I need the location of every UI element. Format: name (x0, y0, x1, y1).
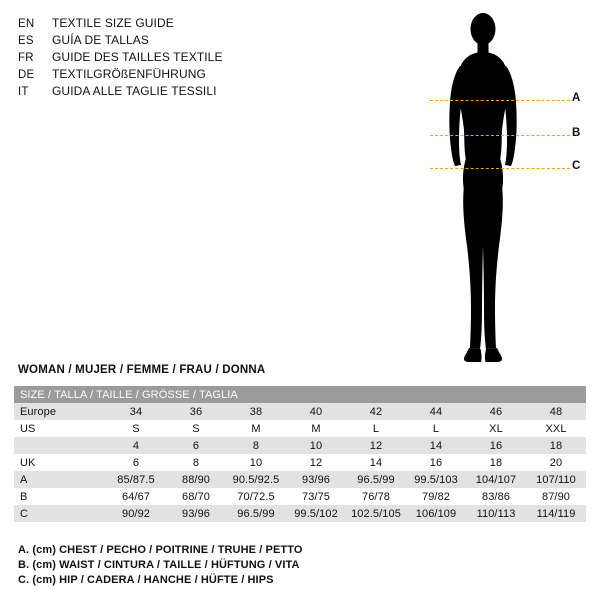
table-header-label: SIZE / TALLA / TAILLE / GRÖSSE / TAGLIA (14, 386, 586, 403)
measure-label-c: C (572, 160, 581, 172)
language-code-es: ES (18, 35, 34, 47)
cell: 102.5/105 (346, 505, 406, 522)
language-row-es (18, 33, 318, 50)
cell: 85/87.5 (106, 471, 166, 488)
language-text-de: TEXTILGRÖßENFÜHRUNG (52, 67, 206, 81)
cell: 44 (406, 403, 466, 420)
legend-row-b: B. (cm) WAIST / CINTURA / TAILLE / HÜFTUNG / VITA (18, 559, 300, 571)
language-header-block (18, 16, 318, 101)
cell: 10 (286, 437, 346, 454)
cell: 34 (106, 403, 166, 420)
cell: 93/96 (286, 471, 346, 488)
cell: 107/110 (526, 471, 586, 488)
cell: 96.5/99 (226, 505, 286, 522)
cell: 6 (166, 437, 226, 454)
cell: 93/96 (166, 505, 226, 522)
cell: 114/119 (526, 505, 586, 522)
language-text-fr: GUIDE DES TAILLES TEXTILE (52, 50, 223, 64)
measurement-legend (18, 543, 303, 588)
cell: 110/113 (466, 505, 526, 522)
table-row (14, 505, 586, 522)
measure-line-a (430, 100, 570, 101)
cell: 87/90 (526, 488, 586, 505)
cell: 99.5/102 (286, 505, 346, 522)
measure-line-c (430, 168, 570, 169)
language-row-fr (18, 50, 318, 67)
cell: 96.5/99 (346, 471, 406, 488)
cell: 18 (526, 437, 586, 454)
size-table (14, 386, 586, 522)
body-figure (430, 8, 590, 368)
table-row (14, 420, 586, 437)
table-row (14, 471, 586, 488)
row-label: Europe (14, 403, 106, 420)
cell: 90.5/92.5 (226, 471, 286, 488)
cell: XXL (526, 420, 586, 437)
language-code-de: DE (18, 69, 35, 81)
cell: 12 (346, 437, 406, 454)
language-text-en: TEXTILE SIZE GUIDE (52, 16, 174, 30)
cell: 76/78 (346, 488, 406, 505)
row-label: UK (14, 454, 106, 471)
cell: 8 (166, 454, 226, 471)
cell: 88/90 (166, 471, 226, 488)
cell: M (226, 420, 286, 437)
section-title: WOMAN / MUJER / FEMME / FRAU / DONNA (18, 364, 266, 376)
cell: 8 (226, 437, 286, 454)
measure-line-b (430, 135, 570, 136)
table-row (14, 454, 586, 471)
cell: 48 (526, 403, 586, 420)
measure-label-a: A (572, 92, 581, 104)
cell: 20 (526, 454, 586, 471)
row-label: C (14, 505, 106, 522)
cell: S (106, 420, 166, 437)
legend-row-a: A. (cm) CHEST / PECHO / POITRINE / TRUHE / PETTO (18, 544, 303, 556)
language-row-en (18, 16, 318, 33)
legend-row-c: C. (cm) HIP / CADERA / HANCHE / HÜFTE / HIPS (18, 574, 274, 586)
cell: M (286, 420, 346, 437)
row-label: A (14, 471, 106, 488)
table-row (14, 437, 586, 454)
language-text-es: GUÍA DE TALLAS (52, 33, 149, 47)
cell: 73/75 (286, 488, 346, 505)
language-row-it (18, 84, 318, 101)
cell: 18 (466, 454, 526, 471)
cell: 12 (286, 454, 346, 471)
language-text-it: GUIDA ALLE TAGLIE TESSILI (52, 84, 217, 98)
cell: XL (466, 420, 526, 437)
language-code-fr: FR (18, 52, 34, 64)
cell: 79/82 (406, 488, 466, 505)
table-header-row (14, 386, 586, 403)
table-row (14, 488, 586, 505)
cell: 16 (466, 437, 526, 454)
row-label (14, 437, 106, 454)
cell: L (406, 420, 466, 437)
cell: 68/70 (166, 488, 226, 505)
language-code-en: EN (18, 18, 35, 30)
table-row (14, 403, 586, 420)
cell: 16 (406, 454, 466, 471)
cell: L (346, 420, 406, 437)
cell: S (166, 420, 226, 437)
language-code-it: IT (18, 86, 29, 98)
cell: 10 (226, 454, 286, 471)
cell: 83/86 (466, 488, 526, 505)
row-label: US (14, 420, 106, 437)
cell: 4 (106, 437, 166, 454)
cell: 106/109 (406, 505, 466, 522)
cell: 42 (346, 403, 406, 420)
cell: 99.5/103 (406, 471, 466, 488)
cell: 90/92 (106, 505, 166, 522)
female-silhouette-icon (430, 8, 590, 368)
cell: 40 (286, 403, 346, 420)
language-row-de (18, 67, 318, 84)
cell: 6 (106, 454, 166, 471)
size-table-wrap (14, 386, 586, 522)
cell: 64/67 (106, 488, 166, 505)
cell: 38 (226, 403, 286, 420)
row-label: B (14, 488, 106, 505)
cell: 104/107 (466, 471, 526, 488)
cell: 14 (346, 454, 406, 471)
measure-label-b: B (572, 127, 581, 139)
cell: 46 (466, 403, 526, 420)
cell: 36 (166, 403, 226, 420)
cell: 14 (406, 437, 466, 454)
cell: 70/72.5 (226, 488, 286, 505)
